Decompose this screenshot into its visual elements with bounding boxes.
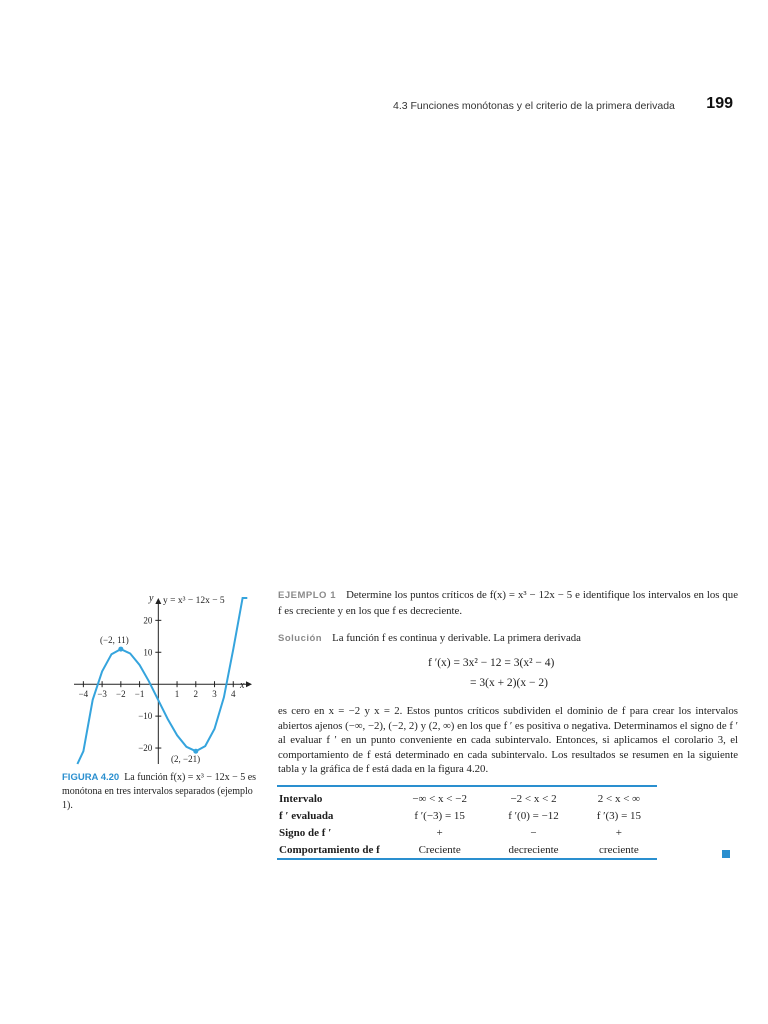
derivative-equation-line2: = 3(x + 2)(x − 2): [470, 677, 548, 689]
x-tick-label: 2: [193, 689, 199, 700]
running-head: [393, 97, 733, 117]
table-row: [277, 824, 659, 841]
y-tick-label: −20: [138, 743, 153, 754]
example-text: Determine los puntos críticos de f(x) = x³ − 12x − 5 e identifique los intervalos en los que f es creciente y en los que f es decreciente.: [278, 589, 738, 617]
table-row: [277, 841, 659, 858]
table-cell: creciente: [599, 843, 639, 856]
figure-caption: [62, 771, 262, 813]
solution-label: Solución: [278, 633, 323, 644]
page-number: 199: [706, 95, 733, 112]
explanation-paragraph: es cero en x = −2 y x = 2. Estos puntos críticos subdividen el dominio de f para crear los intervalos abiertos ajenos (−∞, −2), (−2, 2) y (2, ∞) en los que f ′ es positiva o negativa. Determinamos el signo de f ′ al evaluar f ′ en un punto conveniente en cada subintervalo. Entonces, si aplicamos el corolario 3, el comportamiento de f está determinado en cada subintervalo. Los resultados se resumen en la siguiente tabla y la gráfica de f está dada en la figura 4.20.: [278, 705, 738, 775]
table-bottom-rule: [277, 858, 657, 860]
table-cell: decreciente: [508, 843, 559, 856]
row-header: Intervalo: [279, 792, 323, 805]
table-cell: −: [530, 826, 537, 839]
figure-label: FIGURA 4.20: [62, 772, 120, 783]
row-header: Signo de f ′: [279, 826, 332, 839]
section-title: 4.3 Funciones monótonas y el criterio de la primera derivada: [393, 100, 675, 112]
table-cell: f ′(−3) = 15: [414, 809, 465, 822]
row-header: f ′ evaluada: [279, 809, 334, 822]
example-label: EJEMPLO 1: [278, 590, 337, 601]
function-graph: [60, 588, 260, 768]
y-tick-label: −10: [138, 711, 153, 722]
y-axis-arrow: [155, 598, 161, 604]
x-tick-label: 1: [174, 689, 180, 700]
critical-point: [118, 647, 123, 652]
x-tick-label: −3: [97, 689, 107, 700]
table-cell: +: [615, 826, 622, 839]
solution-intro: [278, 631, 738, 647]
summary-table: [277, 790, 659, 858]
x-tick-label: −4: [78, 689, 89, 700]
cubic-curve: [77, 598, 247, 764]
x-axis-label: x: [240, 680, 245, 691]
example-statement: [278, 588, 738, 618]
critical-point: [193, 749, 198, 754]
figure-caption-text: La función f(x) = x³ − 12x − 5 es monótona en tres intervalos separados (ejemplo 1).: [62, 772, 257, 811]
table-cell: −2 < x < 2: [510, 792, 557, 805]
row-header: Comportamiento de f: [279, 843, 380, 856]
solution-text: La función f es continua y derivable. La primera derivada: [332, 632, 581, 644]
table-cell: −∞ < x < −2: [412, 792, 467, 805]
table-cell: +: [436, 826, 443, 839]
y-tick-label: 20: [143, 615, 153, 626]
x-tick-label: 3: [212, 689, 217, 700]
point-min-label: (2, −21): [171, 754, 201, 764]
table-cell: f ′(3) = 15: [596, 809, 642, 822]
table-cell: f ′(0) = −12: [508, 809, 559, 822]
table-top-rule: [277, 785, 657, 787]
point-max-label: (−2, 11): [100, 635, 129, 645]
x-tick-label: −1: [134, 689, 145, 700]
function-label: y = x³ − 12x − 5: [163, 596, 225, 606]
derivative-equation-line1: f ′(x) = 3x² − 12 = 3(x² − 4): [428, 657, 555, 669]
end-of-example-marker: [722, 850, 730, 858]
x-tick-label: −2: [116, 689, 126, 700]
table-row: [277, 790, 659, 807]
y-tick-label: 10: [143, 647, 153, 658]
y-axis-label: y: [149, 593, 154, 604]
table-row: [277, 807, 659, 824]
table-cell: 2 < x < ∞: [597, 792, 640, 805]
x-axis-arrow: [246, 681, 252, 687]
x-tick-label: 4: [231, 689, 236, 700]
table-cell: Creciente: [418, 843, 461, 856]
